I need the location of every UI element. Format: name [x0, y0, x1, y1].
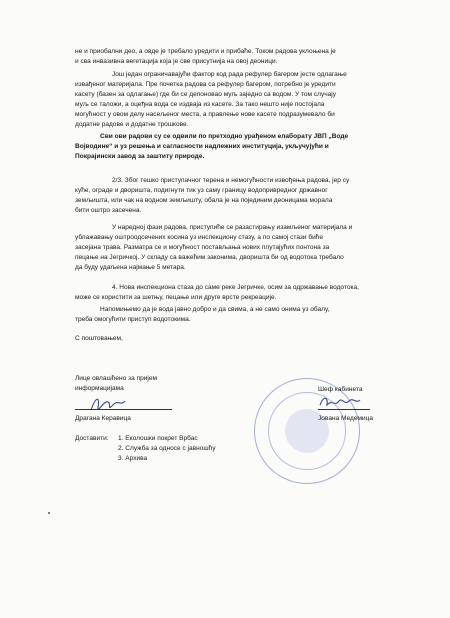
text-line: Још један ограничавајући фактор код рада рефулер багером јесте одлагање	[112, 71, 347, 78]
text-line: муљ се таложи, а оцеђна вода се издваја из касете. За тако нешто није постојала	[75, 101, 325, 108]
text-line: засејана трава. Разматра се и могућност постављања нових плутајућих понтона за	[75, 244, 330, 251]
text-line: Напомињемо да је вода јавно добро и да свима, а не само онима уз обалу,	[100, 306, 330, 313]
text-line: ублажавању оштроодсечених косина уз инспекциону стазу, а по самој стази биће	[75, 234, 324, 241]
signer-left-name: Драгана Керавица	[75, 415, 131, 422]
signer-right-name: Јована Медемица	[318, 415, 374, 422]
text-line: У наредној фази радова, приступиће се разастирању изамљеног материјала и	[112, 224, 353, 231]
text-line: могућност у овом делу насељеног места, а правлење нове касете подразумевало би	[75, 111, 335, 118]
text-line: не и приобални део, а овде је требало уредити и прибаће. Током радова уклоњена је	[75, 48, 336, 55]
scan-speck	[48, 512, 50, 514]
delivery-item: 3. Архива	[118, 455, 148, 462]
text-line: 4. Нова инспекциона стаза до саме реке Јегричке, осим за одржавање водотока,	[112, 284, 359, 291]
text-line: Војводине“ и уз решења и сагласности надлежних институција, укључујући и	[75, 143, 329, 150]
text-line: и сва инвазивна вегетација која је све присутнија на овој деоници.	[75, 58, 278, 65]
delivery-item: 2. Служба за односе с јавношћу	[118, 445, 216, 452]
delivered-label: Доставити:	[75, 435, 109, 442]
text-line: касету (базен за одлагање) где би се депоновао муљ заједно са водом. У том случају	[75, 91, 337, 98]
text-line: земљишта, или чак на водном земљишту, обала је на појединим деоницама морала	[75, 197, 333, 204]
handwritten-signature-left	[88, 392, 128, 416]
text-line: Покрајински завод за заштиту природе.	[75, 153, 205, 160]
text-line: да буду удаљена најмање 5 метара.	[75, 264, 186, 271]
authorized-label: информацијама	[75, 385, 124, 392]
authorized-label: Лице овлашћено за пријем	[75, 375, 158, 382]
text-line: куће, ограде и двориштa, подигнути тик уз саму границу водопривредног државног	[75, 187, 328, 194]
signature-line-left	[75, 409, 172, 410]
text-line: Сви ови радови су се одвили по претходно урађеном елаборату ЈВП „Воде	[100, 133, 349, 140]
text-line: пецање на Јегричкој. У складу са важећим законима, дворишта би од водотока требало	[75, 254, 344, 261]
text-line: додатне радове и додатне трошкове.	[75, 121, 189, 128]
text-line: 2/3. Због тешко приступачног терена и немогућности извођења радова, јер су	[112, 177, 350, 184]
signer-right-title: Шеф кабинета	[318, 386, 363, 393]
text-line: треба омогућити приступ водотокима.	[75, 316, 191, 323]
text-line: извађеног материјала. Пре почетка радова са рефулер багером, потребно је уредити	[75, 81, 336, 88]
text-line: може се користити за шетњу, пецање или друге врсте рекреације.	[75, 294, 277, 301]
signature-line-right	[318, 409, 370, 410]
greeting: С поштовањем,	[75, 335, 123, 342]
text-line: бити оштро засечена.	[75, 207, 142, 214]
delivery-item: 1. Еколошки покрет Врбас	[118, 435, 198, 442]
